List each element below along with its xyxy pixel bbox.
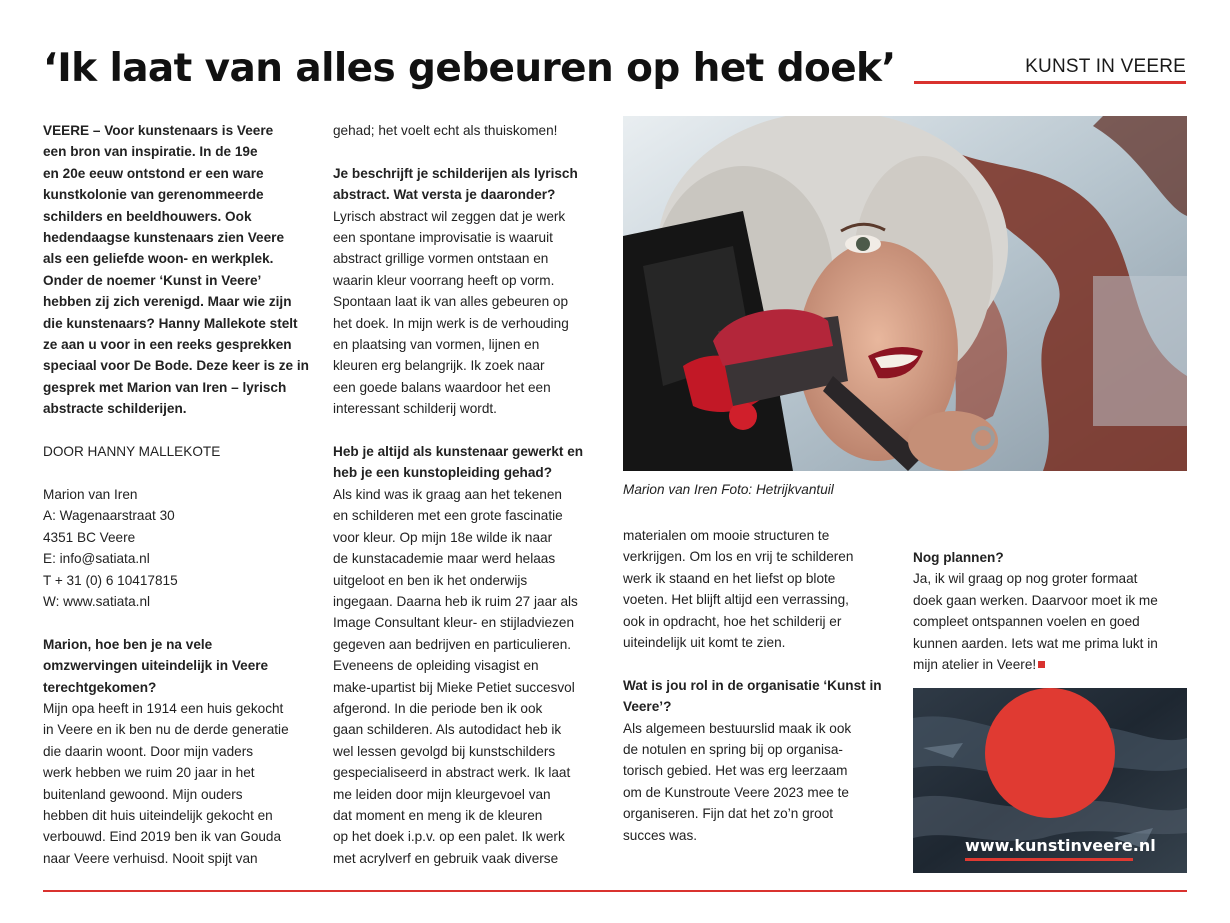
question-1: Marion, hoe ben je na vele omzwervingen uiteindelijk in Veere terechtgekomen? xyxy=(43,636,269,695)
article-column-2 xyxy=(333,120,613,869)
byline: DOOR HANNY MALLEKOTE xyxy=(43,444,221,460)
question-2: Je beschrijft je schilderijen als lyrisch abstract. Wat versta je daaronder? xyxy=(333,165,578,203)
question-5: Nog plannen? xyxy=(913,550,1004,565)
question-4: Wat is jou rol in de organisatie ‘Kunst in Veere’? xyxy=(623,677,882,715)
article-column-1 xyxy=(43,120,321,869)
contact-phone: T + 31 (0) 6 10417815 xyxy=(43,572,178,588)
question-3: Heb je altijd als kunstenaar gewerkt en heb je een kunstopleiding gehad? xyxy=(333,444,584,481)
end-mark-icon xyxy=(1038,661,1045,668)
answer-5 xyxy=(913,568,1188,675)
article-column-3 xyxy=(623,525,903,846)
answer-4: Als algemeen bestuurslid maak ik ook de notulen en spring bij op organisa- torisch gebied. Het was erg leerzaam om de Kunstroute Veere 2023 mee te organiseren. Fijn dat het zo’n groot succes was. xyxy=(623,720,852,843)
contact-block xyxy=(43,484,321,612)
article-column-4 xyxy=(913,547,1188,675)
page-bottom-rule xyxy=(43,890,1187,892)
red-sun-logo xyxy=(985,688,1115,818)
artist-photo xyxy=(623,116,1187,471)
ad-website-link[interactable]: www.kunstinveere.nl xyxy=(965,836,1156,855)
answer-3: Als kind was ik graag aan het tekenen en schilderen met een grote fascinatie voor kleur. Op mijn 18e wilde ik naar de kunstacademie maar werd helaas uitgeloot en ben ik het onderwijs ingegaan. Daarna heb ik ruim 27 jaar als Image Consultant kleur- en stijladviezen gegeven aan bedrijven en particulieren. Eveneens de opleiding visagist en make-upartist bij Mieke Petiet succesvol afgerond. In die periode ben ik ook gaan schilderen. Als autodidact heb ik wel lessen gevolgd bij kunstschilders gespecialiseerd in abstract werk. Ik laat me leiden door mijn kleurgevoel van dat moment en meng ik de kleuren op het doek i.p.v. op een palet. Ik werk met acrylverf en gebruik vaak diverse xyxy=(333,486,578,866)
artist-photo-illustration xyxy=(623,116,1187,471)
answer-1-continued: gehad; het voelt echt als thuiskomen! xyxy=(333,123,558,138)
article-intro: VEERE – Voor kunstenaars is Veere een bron van inspiratie. In de 19e en 20e eeuw ontstond er een ware kunstkolonie van gerenommeerde schilders en beeldhouwers. Ook hedendaagse kunstenaars zien Veere als een geliefde woon- en werkplek. Onder de noemer ‘Kunst in Veere’ hebben zij zich verenigd. Maar wie zijn die kunstenaars? Hanny Mallekote stelt ze aan u voor in een reeks gesprekken speciaal voor De Bode. Deze keer is ze in gesprek met Marion van Iren – lyrisch abstracte schilderijen. xyxy=(43,123,309,417)
contact-website: W: www.satiata.nl xyxy=(43,593,151,609)
answer-2: Lyrisch abstract wil zeggen dat je werk een spontane improvisatie is waaruit abstract grillige vormen ontstaan en waarin kleur voorrang heeft op vorm. Spontaan laat ik van alles gebeuren op het doek. In mijn werk is de verhouding en plaatsing van vormen, lijnen en kleuren erg belangrijk. Ik zoek naar een goede balans waardoor het een interessant schilderij wordt. xyxy=(333,208,569,417)
section-label: KUNST IN VEERE xyxy=(1025,56,1186,77)
photo-caption: Marion van Iren Foto: Hetrijkvantuil xyxy=(623,482,834,497)
kunst-in-veere-ad[interactable] xyxy=(913,688,1187,873)
answer-1: Mijn opa heeft in 1914 een huis gekocht in Veere en ik ben nu de derde generatie die daarin woont. Door mijn vaders werk hebben we ruim 20 jaar in het buitenland gewoond. Mijn ouders hebben dit huis uiteindelijk gekocht en verbouwd. Eind 2019 ben ik van Gouda naar Veere verhuisd. Nooit spijt van xyxy=(43,700,289,866)
answer-5-text: Ja, ik wil graag op nog groter formaat doek gaan werken. Daarvoor moet ik me compleet ontspannen voelen en goed kunnen aarden. Iets wat me prima lukt in mijn atelier in Veere! xyxy=(913,571,1158,673)
article-headline: ‘Ik laat van alles gebeuren op het doek’ xyxy=(43,46,896,91)
answer-3-continued: materialen om mooie structuren te verkrijgen. Om los en vrij te schilderen werk ik staand en het liefst op blote voeten. Het blijft altijd een verrassing, ook in opdracht, hoe het schilderij er uiteindelijk uit komt te zien. xyxy=(623,528,854,651)
contact-city: 4351 BC Veere xyxy=(43,529,136,545)
contact-address: A: Wagenaarstraat 30 xyxy=(43,508,175,524)
ad-url-underline xyxy=(965,858,1133,861)
section-rule xyxy=(914,81,1186,84)
contact-email: E: info@satiata.nl xyxy=(43,551,150,567)
contact-name: Marion van Iren xyxy=(43,486,138,502)
